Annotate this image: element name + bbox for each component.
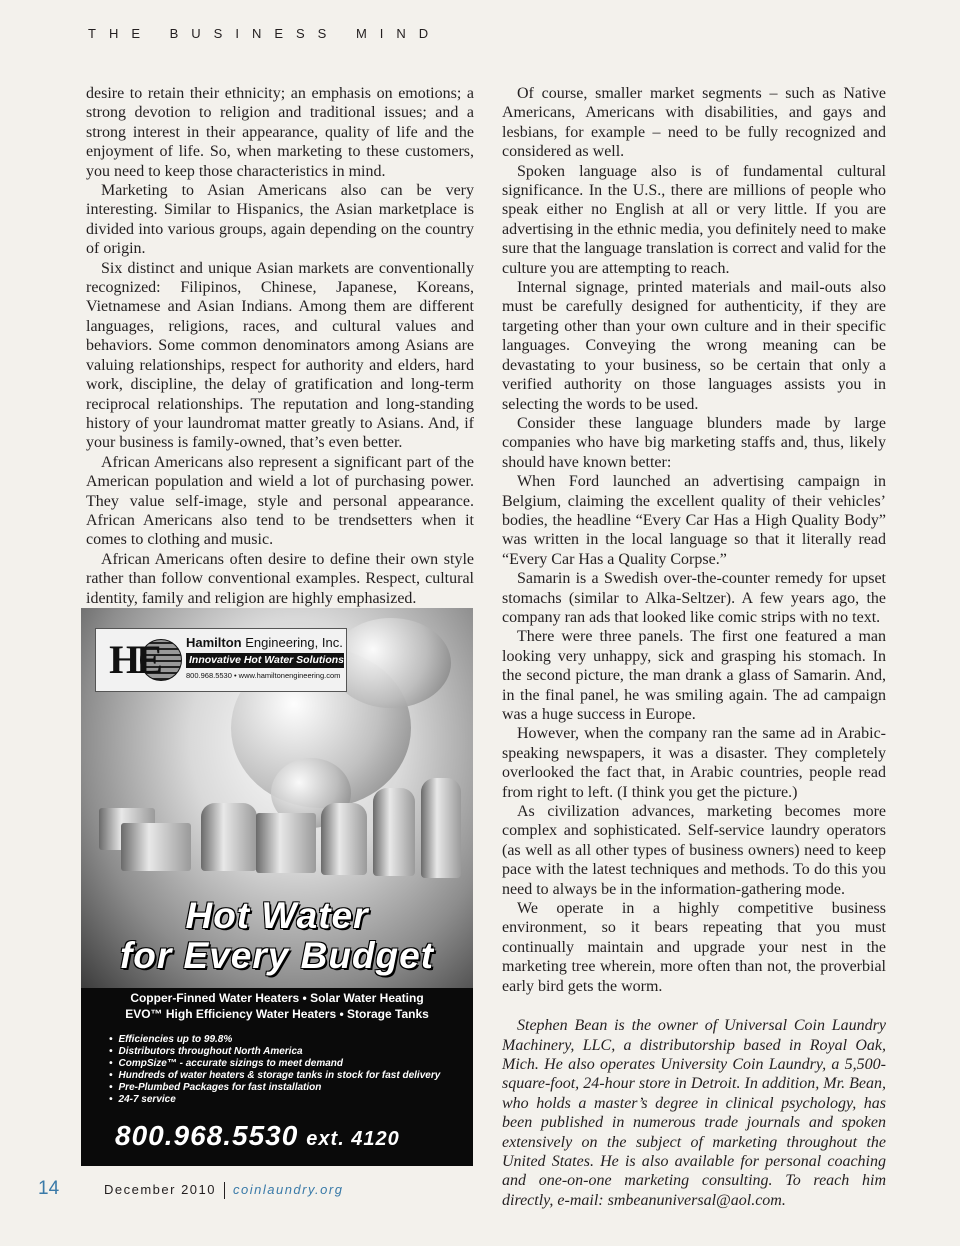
paragraph: Marketing to Asian Americans also can be very interesting. Similar to Hispanics, the Asian marketplace is divided into various groups, again depending on the country of origin.: [86, 182, 474, 258]
running-header: THE BUSINESS MIND: [88, 26, 442, 41]
paragraph: African Americans also represent a significant part of the American population and wield a lot of purchasing power. They value self-image, style and personal appearance. African Americans also tend to be trendsetters when it comes to clothing and music.: [86, 453, 474, 549]
left-column: [86, 84, 474, 608]
hamilton-advertisement[interactable]: [81, 608, 473, 1166]
paragraph: When Ford launched an advertising campaign in Belgium, claiming the excellent quality of their vehicles’ bodies, the headline “Every Car Has a High Quality Body” was written in the local language so that it literally read “Every Car Has a Quality Corpse.”: [502, 473, 886, 568]
company-tagline: Innovative Hot Water Solutions: [186, 653, 344, 668]
company-name: Hamilton Engineering, Inc.: [186, 635, 343, 650]
ad-feature-list: [109, 1034, 440, 1106]
ad-product-lines: Copper-Finned Water Heaters • Solar Water Heating EVO™ High Efficiency Water Heaters • Storage Tanks: [125, 991, 429, 1021]
hamilton-logo: [95, 628, 347, 692]
paragraph: Consider these language blunders made by large companies who have big marketing staffs and, thus, likely should have known better:: [502, 414, 886, 471]
list-item: • Pre-Plumbed Packages for fast installation: [109, 1082, 440, 1094]
paragraph: However, when the company ran the same ad in Arabic-speaking newspapers, it was a disaster. They completely overlooked the fact that, in Arabic countries, people read from right to left. (I think you get the picture.): [502, 725, 886, 801]
ad-phone-number[interactable]: 800.968.5530 ext. 4120: [115, 1120, 400, 1151]
footer-divider: [224, 1182, 225, 1199]
website-link[interactable]: coinlaundry.org: [233, 1182, 344, 1197]
page-number: 14: [38, 1178, 60, 1199]
paragraph: We operate in a highly competitive business environment, so it bears repeating that you must continually maintain and upgrade your nest in the marketing tree wherein, more often than not, the proverbial early bird gets the worm.: [502, 900, 886, 995]
paragraph: Of course, smaller market segments – such as Native Americans, Americans with disabilities, and gays and lesbians, for example – need to be fully recognized and considered as well.: [502, 85, 886, 161]
right-column: [502, 84, 886, 1210]
ad-headline: Hot Water for Every Budget: [119, 895, 435, 976]
list-item: • Distributors throughout North America: [109, 1046, 440, 1058]
issue-date: December 2010: [104, 1182, 216, 1197]
list-item: • 24-7 service: [109, 1094, 440, 1106]
paragraph: desire to retain their ethnicity; an emphasis on emotions; a strong devotion to religion and traditional issues; and a strong interest in their appearance, quality of life and the enjoyment of life. So, when marketing to these customers, you need to keep those characteristics in mind.: [86, 85, 474, 180]
paragraph: Internal signage, printed materials and mail-outs also must be carefully designed for authenticity, if they are targeting other than your own culture and in their specific languages. Conveying the wrong meaning can be devastating to your business, so be certain that only a verified authority on those languages assists you in selecting the words to be used.: [502, 279, 886, 413]
author-bio: Stephen Bean is the owner of Universal Coin Laundry Machinery, LLC, a distributorship based in Royal Oak, Mich. He also operates University Coin Laundry, a 5,500-square-foot, 24-hour store in Detroit. In addition, Mr. Bean, who holds a master’s degree in clinical psychology, has been published in numerous trade journals and spoken extensively on the subject of marketing throughout the United States. He is also available for personal coaching and one-on-one marketing consulting. To reach him directly, e-mail: smbeanuniversal@aol.com.: [502, 1017, 886, 1209]
paragraph: Six distinct and unique Asian markets are conventionally recognized: Filipinos, Chinese, Japanese, Koreans, Vietnamese and Asian Indians. Among them are different languages, religions, races, and cultural values and behaviors. Some common denominators among Asians are valuing relationships, respect for authority and elders, hard work, discipline, the delay of gratification and long-term reciprocal relationships. The reputation and long-standing history of your laundromat matter greatly to Asians. And, if your business is family-owned, that’s even better.: [86, 259, 474, 452]
list-item: • Hundreds of water heaters & storage tanks in stock for fast delivery: [109, 1070, 440, 1082]
company-contact: 800.968.5530 • www.hamiltonengineering.com: [186, 671, 341, 680]
list-item: • CompSize™ - accurate sizings to meet demand: [109, 1058, 440, 1070]
paragraph: Spoken language also is of fundamental cultural significance. In the U.S., there are millions of people who speak either no English at all or very little. If you are advertising in the ethnic media, you definitely need to make sure that the language translation is correct and valid for the culture you are attempting to reach.: [502, 162, 886, 277]
paragraph: There were three panels. The first one featured a man looking very unhappy, sick and grasping his stomach. In the second picture, the man drank a glass of Samarin. And, in the final panel, he was smiling again. The ad campaign was a huge success in Europe.: [502, 628, 886, 723]
list-item: • Efficiencies up to 99.8%: [109, 1034, 440, 1046]
paragraph: African Americans often desire to define their own style rather than follow conventional examples. Respect, cultural identity, family and religion are highly emphasized.: [86, 550, 474, 607]
he-logo-mark: HE: [109, 637, 159, 682]
paragraph: Samarin is a Swedish over-the-counter remedy for upset stomachs (similar to Alka-Seltzer). A few years ago, the company ran ads that looked like comic strips with no text.: [502, 570, 886, 626]
footer: [104, 1182, 343, 1199]
paragraph: As civilization advances, marketing becomes more complex and sophisticated. Self-service laundry operators (as well as all other types of business owners) need to keep pace with the latest techniques and methods. To do this you need to always be in the information-gathering mode.: [502, 803, 886, 898]
